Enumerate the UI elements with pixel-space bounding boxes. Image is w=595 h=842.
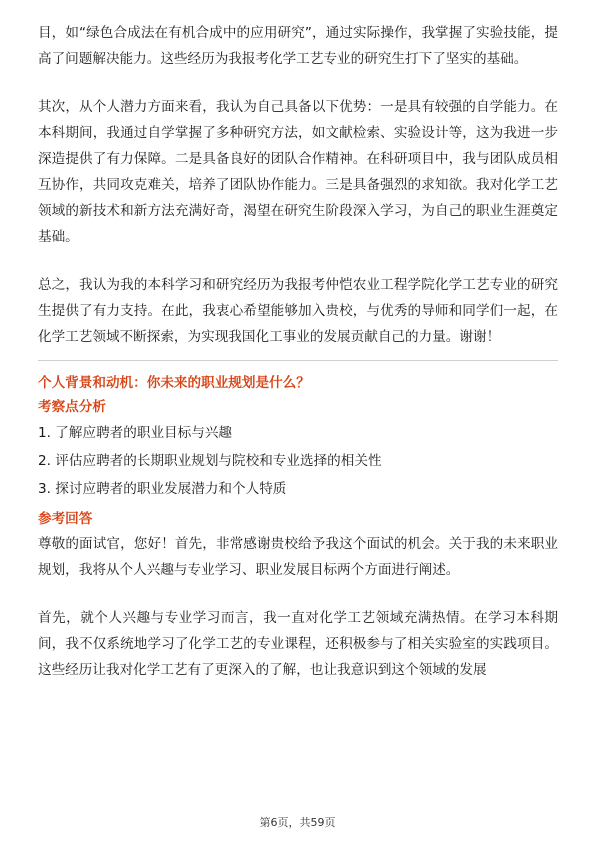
analysis-item: 2. 评估应聘者的长期职业规划与院校和专业选择的相关性 [38, 453, 382, 469]
section-divider [38, 360, 558, 361]
body-paragraph-3: 总之，我认为我的本科学习和研究经历为我报考仲恺农业工程学院化学工艺专业的研究生提供了有力支持。在此，我衷心希望能够加入贵校，与优秀的导师和同学们一起，在化学工艺领域不断探索，为实现我国化工事业的发展贡献自己的力量。谢谢！ [38, 277, 558, 345]
paragraph-gap [38, 250, 558, 272]
paragraph-gap [38, 583, 558, 605]
analysis-item: 3. 探讨应聘者的职业发展潜力和个人特质 [38, 481, 287, 497]
interview-question: 个人背景和动机：你未来的职业规划是什么？ [38, 375, 310, 391]
answer-paragraph-2: 首先，就个人兴趣与专业学习而言，我一直对化学工艺领域充满热情。在学习本科期间，我不仅系统地学习了化学工艺的专业课程，还积极参与了相关实验室的实践项目。这些经历让我对化学工艺有了更深入的了解，也让我意识到这个领域的发展 [38, 610, 558, 678]
analysis-item: 1. 了解应聘者的职业目标与兴趣 [38, 425, 233, 441]
paragraph-gap [38, 72, 558, 94]
body-paragraph-2: 其次，从个人潜力方面来看，我认为自己具备以下优势：一是具有较强的自学能力。在本科期间，我通过自学掌握了多种研究方法，如文献检索、实验设计等，这为我进一步深造提供了有力保障。二是具备良好的团队合作精神。在科研项目中，我与团队成员相互协作，共同攻克难关，培养了团队协作能力。三是具备强烈的求知欲。我对化学工艺领域的新技术和新方法充满好奇，渴望在研究生阶段深入学习，为自己的职业生涯奠定基础。 [38, 99, 558, 245]
answer-heading: 参考回答 [38, 511, 93, 527]
analysis-list [38, 419, 558, 503]
body-paragraph-1: 目，如“绿色合成法在有机合成中的应用研究”，通过实际操作，我掌握了实验技能，提高了问题解决能力。这些经历为我报考化学工艺专业的研究生打下了坚实的基础。 [38, 25, 558, 67]
answer-paragraph-1: 尊敬的面试官，您好！首先，非常感谢贵校给予我这个面试的机会。关于我的未来职业规划，我将从个人兴趣与专业学习、职业发展目标两个方面进行阐述。 [38, 536, 558, 578]
document-content [38, 20, 558, 683]
page-number: 第6页，共59页 [259, 816, 336, 829]
analysis-heading: 考察点分析 [38, 399, 106, 415]
